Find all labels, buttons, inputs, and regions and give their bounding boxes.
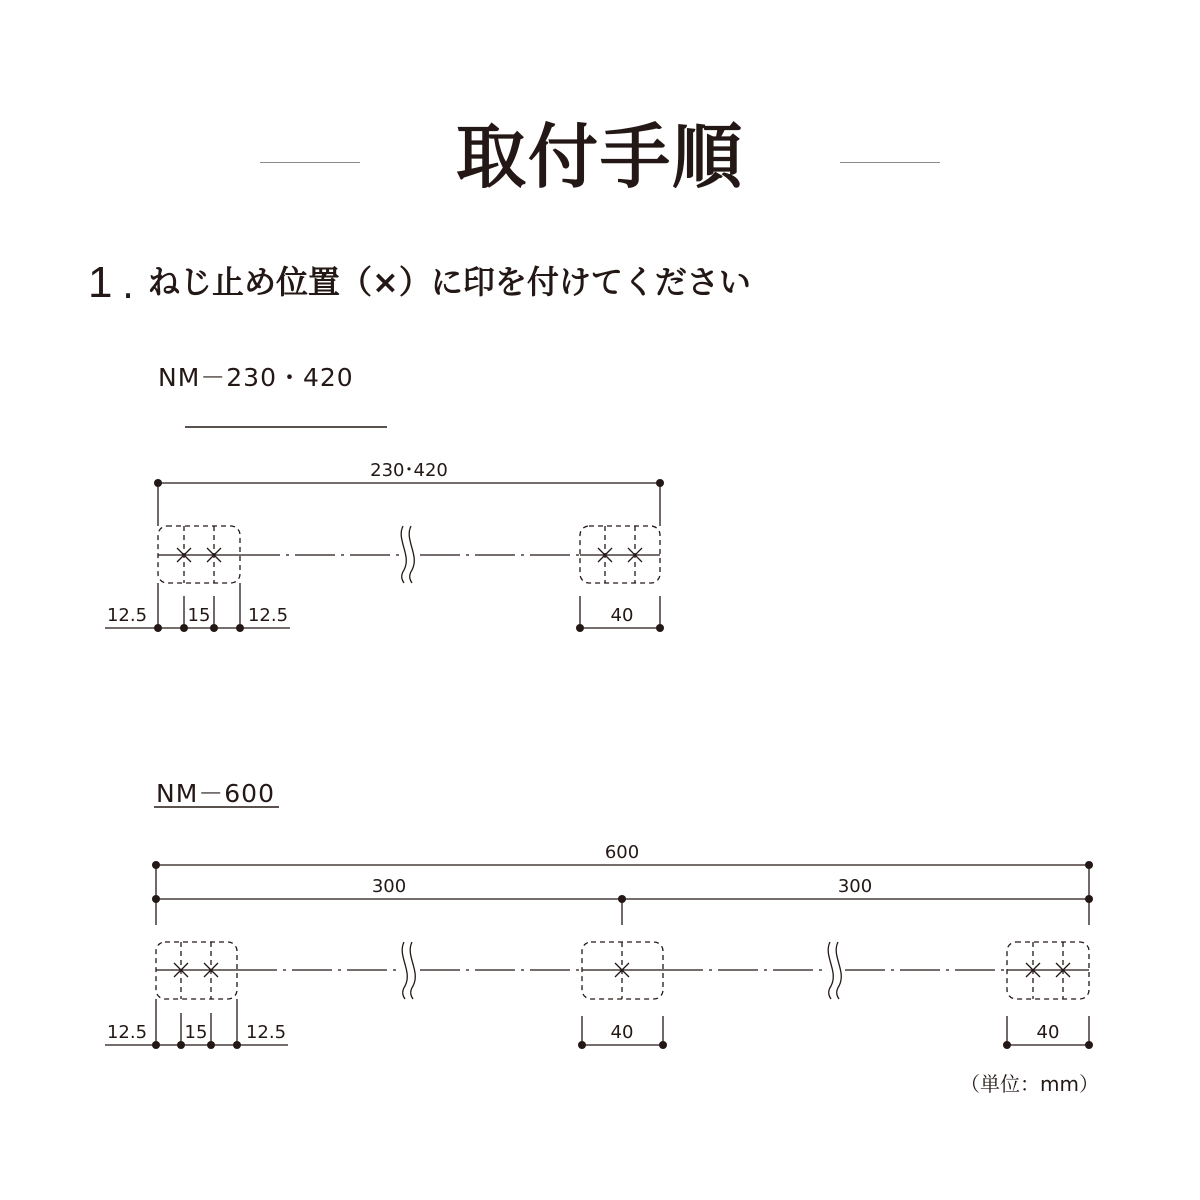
dim-label: 40 bbox=[1036, 1022, 1060, 1043]
model-a-label: NM－230・420 bbox=[158, 363, 354, 392]
dim-label: 40 bbox=[610, 605, 634, 626]
model-b-break-symbol-right bbox=[828, 942, 841, 999]
page-title: 取付手順 bbox=[456, 116, 744, 198]
dim-label: 40 bbox=[610, 1022, 634, 1043]
model-a-break-symbol bbox=[401, 526, 414, 583]
dim-label: 12.5 bbox=[247, 605, 289, 626]
model-a-overall-label: 230･420 bbox=[370, 460, 448, 481]
unit-note: （単位：mm） bbox=[960, 1072, 1099, 1096]
step-text: ねじ止め位置（×）に印を付けてください bbox=[148, 263, 751, 301]
dim-label: 12.5 bbox=[245, 1022, 287, 1043]
dim-label: 15 bbox=[187, 605, 211, 626]
model-b-half-dimensions bbox=[152, 865, 1093, 925]
dim-label: 12.5 bbox=[106, 1022, 148, 1043]
dim-label: 15 bbox=[184, 1022, 208, 1043]
model-b-overall-label: 600 bbox=[604, 842, 640, 863]
model-a-overall-dimension bbox=[154, 479, 664, 526]
model-b-half-left-label: 300 bbox=[371, 876, 407, 897]
model-b-label: NM－600 bbox=[156, 779, 275, 808]
model-b-break-symbol-left bbox=[402, 942, 415, 999]
step-number-dot: . bbox=[122, 263, 135, 307]
model-b-half-right-label: 300 bbox=[837, 876, 873, 897]
dim-label: 12.5 bbox=[106, 605, 148, 626]
step-number: 1 bbox=[88, 258, 113, 307]
